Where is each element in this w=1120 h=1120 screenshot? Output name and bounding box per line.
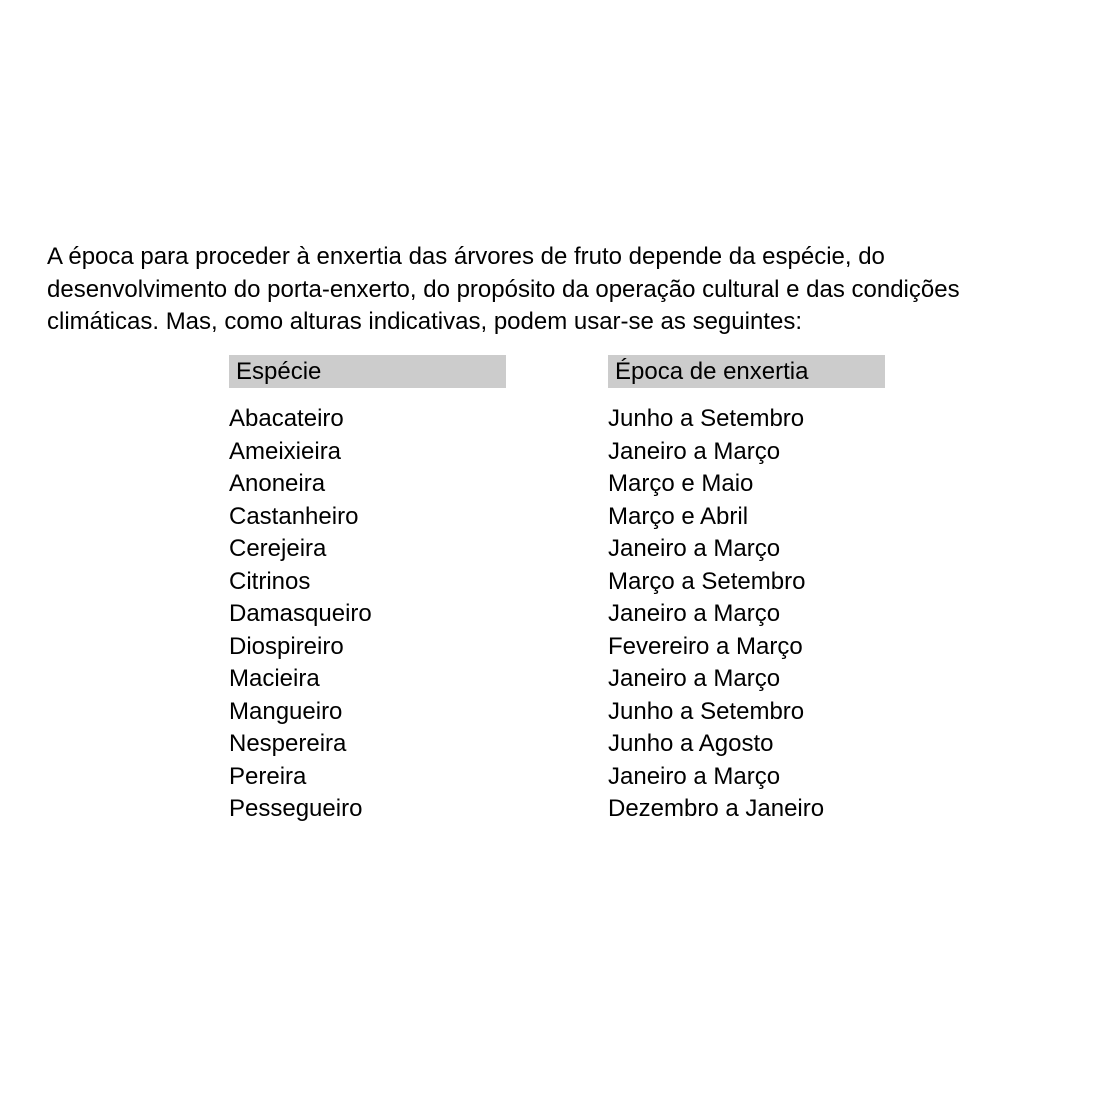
grafting-season-column bbox=[608, 403, 824, 826]
season-cell: Março e Maio bbox=[608, 470, 754, 497]
season-cell: Janeiro a Março bbox=[608, 535, 781, 562]
season-cell: Junho a Agosto bbox=[608, 730, 774, 757]
intro-line: A época para proceder à enxertia das árvores de fruto depende da espécie, do bbox=[47, 243, 885, 270]
column-header-especie: Espécie bbox=[229, 355, 506, 388]
season-cell: Dezembro a Janeiro bbox=[608, 795, 825, 822]
season-cell: Janeiro a Março bbox=[608, 665, 781, 692]
season-cell: Janeiro a Março bbox=[608, 600, 781, 627]
species-cell: Damasqueiro bbox=[229, 600, 372, 627]
season-cell: Junho a Setembro bbox=[608, 405, 805, 432]
season-cell: Fevereiro a Março bbox=[608, 632, 803, 660]
species-cell: Nespereira bbox=[229, 730, 347, 757]
season-cell: Janeiro a Março bbox=[608, 437, 781, 465]
intro-line: climáticas. Mas, como alturas indicativas, podem usar-se as seguintes: bbox=[47, 308, 802, 335]
column-header-epoca: Época de enxertia bbox=[608, 355, 885, 388]
species-cell: Citrinos bbox=[229, 567, 311, 595]
species-cell: Macieira bbox=[229, 665, 320, 692]
intro-line: desenvolvimento do porta-enxerto, do propósito da operação cultural e das condições bbox=[47, 275, 960, 303]
species-cell: Pereira bbox=[229, 762, 307, 790]
species-cell: Anoneira bbox=[229, 470, 326, 497]
season-cell: Março e Abril bbox=[608, 502, 749, 530]
species-cell: Pessegueiro bbox=[229, 795, 363, 822]
species-cell: Mangueiro bbox=[229, 697, 343, 725]
species-cell: Ameixieira bbox=[229, 437, 342, 465]
species-column bbox=[229, 403, 372, 826]
season-cell: Janeiro a Março bbox=[608, 762, 781, 790]
season-cell: Junho a Setembro bbox=[608, 697, 805, 725]
intro-paragraph bbox=[47, 241, 1087, 339]
species-cell: Diospireiro bbox=[229, 632, 344, 660]
species-cell: Abacateiro bbox=[229, 405, 344, 432]
species-cell: Cerejeira bbox=[229, 535, 327, 562]
season-cell: Março a Setembro bbox=[608, 567, 806, 595]
species-cell: Castanheiro bbox=[229, 502, 359, 530]
